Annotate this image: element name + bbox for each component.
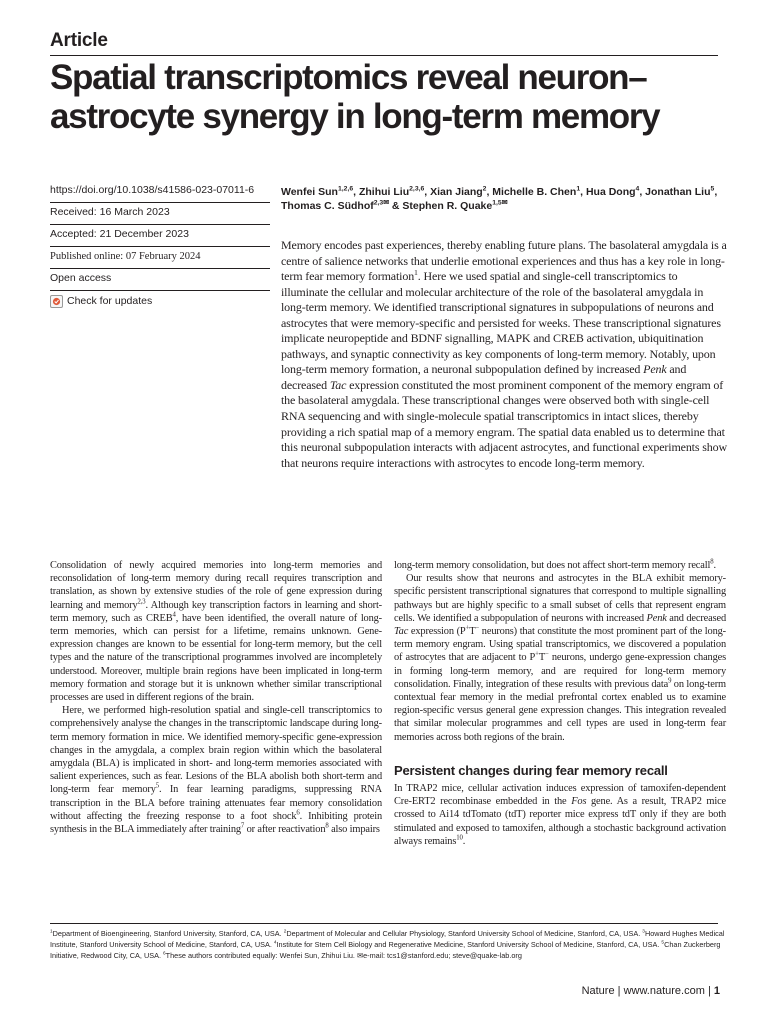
abstract: Memory encodes past experiences, thereby enabling future plans. The basolateral amygdala is a centre of salience networks that underlie emotional experiences and thus has a key role in long-term fear memory formation$^1$. Here we used spatial and single-cell transcriptomics to illuminate the cellular and molecular architecture of the role of the basolateral amygdala in long-term memory. We identified transcriptional signatures in subpopulations of neurons and astrocytes that were memory-specific and persisted for weeks. These transcriptional signatures implicate neuropeptide and BDNF signalling, MAPK and CREB activation, ubiquitination pathways, and synaptic connectivity as key components of long-term memory. Notably, upon long-term memory formation, a neuronal subpopulation defined by increased Penk and decreased Tac expression constituted the most prominent component of the memory engram of the basolateral amygdala. These transcriptional changes were observed both with single-cell RNA sequencing and with single-molecule spatial transcriptomics in intact slices, thereby providing a rich spatial map of a memory engram. The spatial data enabled us to determine that this neuronal subpopulation interacts with adjacent astrocytes, and functional experiments show that neurons require interactions with astrocytes to encode long-term memory. [281,238,727,470]
author-affiliation: 1,5✉ [492,199,508,207]
author-name[interactable]: Xian Jiang [430,186,483,198]
footer-separator: | [617,985,621,997]
body-paragraph: Our results show that neurons and astrocytes in the BLA exhibit memory-specific persistent transcriptional signatures that correspond to multiple signalling pathways but are highly specific to a small subset of cells that represent engram cells. We identified a subpopulation of neurons with increased Penk and decreased Tac expression (P+T− neurons) that constitute the most prominent part of the long-term memory engram. Using spatial transcriptomics, we discovered a population of astrocytes that are adjacent to P+T− neurons, undergo gene-expression changes in forming long-term memory, and are required for long-term memory consolidation. Finally, integration of these results with previous data$^9$ on long-term contextual fear memory in the medial prefrontal cortex enabled us to examine region-specific versus general gene expression changes. This integration revealed that similar molecular programmes and cell types are used in long-term fear memories across both regions of the brain. [394,573,726,743]
article-type-label: Article [50,30,108,51]
title-divider [50,55,718,56]
published-date: Published online: 07 February 2024 [50,247,270,269]
article-meta [50,183,270,313]
check-updates-label: Check for updates [67,295,153,307]
body-paragraph: In TRAP2 mice, cellular activation induces expression of tamoxifen-dependent Cre-ERT2 recombinase embedded in the Fos gene. As a result, TRAP2 mice crossed to Ai14 tdTomato (tdT) reporter mice express tdT only if they are both stimulated and exposed to tamoxifen, although a stochastic background activation always remains$^{10}$. [394,783,727,847]
page-number: 1 [713,985,720,997]
author-affiliation: 1,2,6 [337,185,354,193]
author-affiliation: 2,3,6 [409,185,425,193]
received-date: Received: 16 March 2023 [50,203,270,225]
check-updates-icon [50,295,63,308]
email-icon: ✉ [356,951,364,960]
page-title: Spatial transcriptomics reveal neuron–astrocyte synergy in long-term memory [50,58,660,136]
journal-name: Nature [581,985,615,997]
author-name[interactable]: Thomas C. Südhof [281,200,374,212]
check-for-updates[interactable] [50,291,270,313]
body-paragraph: Here, we performed high-resolution spatial and single-cell transcriptomics to comprehensively analyse the changes in the transcriptomic landscape during long-term memory formation in mice. We identified memory-specific gene-expression changes in the amygdala, a complex brain region within which the basolateral amygdala (BLA) is implicated in short- and long-term memories associated with salient experiences, such as fear. Lesions of the BLA abolish both short-term and long-term fear memory$^5$. In fear learning paradigms, suppressing RNA transcription in the BLA before training attenuates fear memory consolidation without affecting the freezing response to a foot shock$^6$. Inhibiting protein synthesis in the BLA immediately after training$^7$ or after reactivation$^8$ also impairs [50,705,382,836]
author-name[interactable]: Hua Dong [585,186,636,198]
author-name[interactable]: Stephen R. Quake [402,200,493,212]
journal-url[interactable]: www.nature.com [623,985,705,997]
author-list: Wenfei Sun$^{1,2,6}$, Zhihui Liu$^{2,3,6}$, Xian Jiang$^2$, Michelle B. Chen$^1$, Hua Dong$^4$, Jonathan Liu$^5$, Thomas C. Südhof$^{2,3✉}$ & Stephen R. Quake$^{1,5✉}$ [281,185,718,212]
affiliations-footnote: $^1$Department of Bioengineering, Stanford University, Stanford, CA, USA. $^2$Department of Molecular and Cellular Physiology, Stanford University School of Medicine, Stanford, CA, USA. $^3$Howard Hughes Medical Institute, Stanford University School of Medicine, Stanford, CA, USA. $^4$Institute for Stem Cell Biology and Regenerative Medicine, Stanford University School of Medicine, Stanford, CA, USA. $^5$Chan Zuckerberg Initiative, Redwood City, CA, USA. $^6$These authors contributed equally: Wenfei Sun, Zhihui Liu. ✉e-mail: tcs1@stanford.edu; steve@quake-lab.org [50,929,725,960]
page-footer [560,985,720,997]
body-paragraph: Consolidation of newly acquired memories into long-term memories and reconsolidation of long-term memory during recall requires transcription and translation, as shown by extensive studies of the role of gene expression during learning and memory$^{2,3}$. Although key transcription factors in learning and short-term memory, such as CREB$^4$, have been identified, the overall nature of long-term memories, which can persist for a lifetime, remains unknown. Gene-expression changes are known to be essential for long-term memory, but the cell types and the nature of the transcriptional programmes involved are incompletely understood. Moreover, multiple brain regions have been implicated in long-term memory formation and storage but it is unknown whether similar transcriptional processes are used in different regions of the brain. [50,560,382,704]
body-paragraph: long-term memory consolidation, but does not affect short-term memory recall$^8$. [394,558,716,571]
author-name[interactable]: Zhihui Liu [358,186,410,198]
body-column-left [50,559,382,836]
footnote-divider [50,923,718,924]
body-column-right [394,559,726,848]
author-name[interactable]: Wenfei Sun [281,186,338,198]
doi-link[interactable]: https://doi.org/10.1038/s41586-023-07011-6 [50,183,270,203]
open-access-label: Open access [50,269,270,291]
section-heading: Persistent changes during fear memory recall [394,762,668,778]
author-name[interactable]: Michelle B. Chen [492,186,577,198]
author-affiliation: 4 [635,185,640,193]
author-affiliation: 2 [482,185,487,193]
accepted-date: Accepted: 21 December 2023 [50,225,270,247]
author-affiliation: 2,3✉ [373,199,389,207]
footer-separator: | [707,985,711,997]
author-name[interactable]: Jonathan Liu [645,186,711,198]
author-affiliation: 1 [576,185,581,193]
author-affiliation: 5 [710,185,715,193]
contact-email[interactable]: e-mail: tcs1@stanford.edu; steve@quake-lab.org [363,951,522,960]
